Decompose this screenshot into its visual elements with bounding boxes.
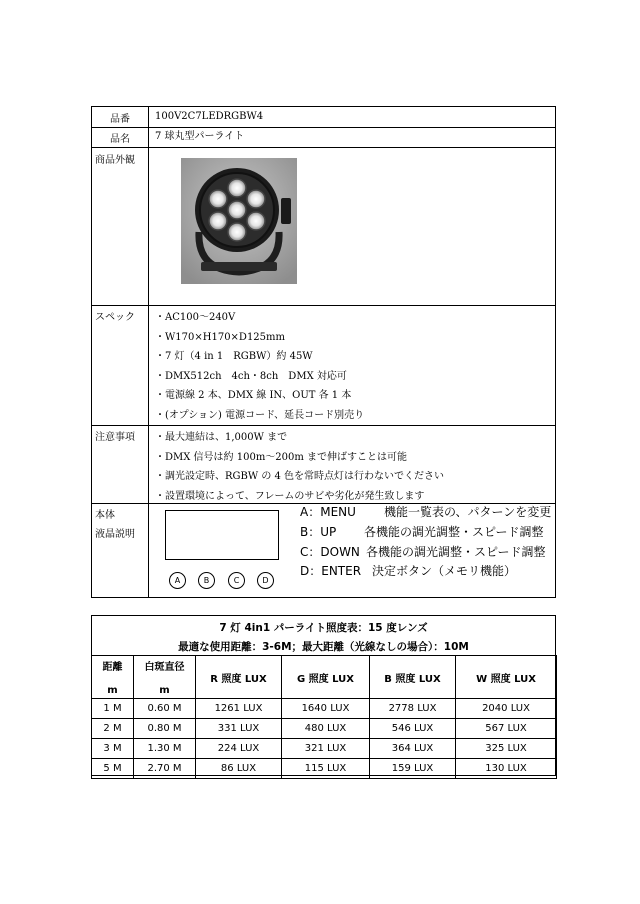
- cell-diameter: 1.30 M: [134, 739, 196, 759]
- cell-r-lux: 224 LUX: [196, 739, 282, 759]
- par-light-image: [181, 158, 297, 284]
- cell-diameter: 2.70 M: [134, 759, 196, 779]
- cell-w-lux: 325 LUX: [456, 739, 557, 759]
- cell-g-lux: 321 LUX: [282, 739, 370, 759]
- table-row: [92, 759, 557, 779]
- lux-table-subtitle: 最適な使用距離：3-6M；最大距離（光線なしの場合）：10M: [178, 641, 469, 653]
- cell-distance: 1 M: [92, 699, 134, 719]
- key-line-b: [300, 523, 551, 543]
- key-d: D：ENTER: [300, 564, 362, 579]
- cell-g-lux: 115 LUX: [282, 759, 370, 779]
- cell-b-lux: 2778 LUX: [370, 699, 456, 719]
- spec-item: ・電源線 2 本、DMX 線 IN、OUT 各 1 本: [155, 390, 352, 402]
- note-item: ・最大連結は、1,000W まで: [155, 432, 288, 443]
- row-part-number: [92, 107, 555, 128]
- lcd-label-line1: 本体: [95, 510, 115, 521]
- part-number-label: 品番: [92, 107, 149, 127]
- button-c-icon: C: [228, 572, 245, 589]
- row-specs: [92, 305, 555, 426]
- header-g-lux: G 照度 LUX: [282, 656, 370, 699]
- cell-w-lux: 2040 LUX: [456, 699, 557, 719]
- note-item: ・調光設定時、RGBW の 4 色を常時点灯は行わないでください: [155, 471, 445, 483]
- spec-item: ・W170×H170×D125mm: [155, 331, 285, 343]
- lux-data-table: [91, 655, 557, 779]
- row-appearance: [92, 148, 555, 306]
- spec-item: ・(オプション) 電源コード、延長コード別売り: [155, 409, 365, 421]
- lcd-label-line2: 液晶説明: [95, 529, 135, 540]
- key-b: B：UP: [300, 524, 337, 539]
- product-name-value: 7 球丸型パーライト: [155, 131, 245, 142]
- product-photo: [181, 158, 297, 284]
- button-b-icon: B: [198, 572, 215, 589]
- note-item: ・設置環境によって、フレームのサビや劣化が発生致します: [155, 490, 425, 502]
- row-lcd: [92, 503, 555, 597]
- key-line-c: [300, 543, 551, 563]
- key-a-desc: 機能一覧表の、パターンを変更: [384, 505, 552, 519]
- button-d-icon: D: [257, 572, 274, 589]
- cell-b-lux: 159 LUX: [370, 759, 456, 779]
- notes-list: [155, 428, 444, 506]
- cell-g-lux: 480 LUX: [282, 719, 370, 739]
- key-c: C：DOWN: [300, 544, 360, 559]
- cell-w-lux: 130 LUX: [456, 759, 557, 779]
- key-c-desc: 各機能の調光調整・スピード調整: [366, 544, 546, 559]
- key-a: A：MENU: [300, 505, 356, 519]
- header-b-lux: B 照度 LUX: [370, 656, 456, 699]
- notes-label: 注意事項: [95, 432, 135, 443]
- table-row: [92, 739, 557, 759]
- key-b-desc: 各機能の調光調整・スピード調整: [364, 524, 544, 539]
- cell-distance: 3 M: [92, 739, 134, 759]
- cell-r-lux: 86 LUX: [196, 759, 282, 779]
- lux-table-title: 7 灯 4in1 パーライト照度表：15 度レンズ: [219, 622, 428, 634]
- lcd-screen: [165, 510, 279, 560]
- header-w-lux: W 照度 LUX: [456, 656, 557, 699]
- spec-table: [91, 106, 556, 598]
- key-descriptions: [300, 503, 551, 582]
- header-distance: 距離 m: [92, 656, 134, 699]
- cell-b-lux: 546 LUX: [370, 719, 456, 739]
- cell-diameter: 0.60 M: [134, 699, 196, 719]
- table-row: [92, 719, 557, 739]
- cell-r-lux: 1261 LUX: [196, 699, 282, 719]
- key-d-desc: 決定ボタン（メモリ機能）: [372, 564, 517, 579]
- cell-distance: 5 M: [92, 759, 134, 779]
- cell-g-lux: 1640 LUX: [282, 699, 370, 719]
- header-spot-diameter: 白斑直径 m: [134, 656, 196, 699]
- key-line-d: [300, 562, 551, 582]
- lux-header-row: [92, 656, 557, 699]
- appearance-label: 商品外観: [95, 155, 135, 166]
- cell-w-lux: 567 LUX: [456, 719, 557, 739]
- specs-label: スペック: [95, 312, 135, 323]
- cell-distance: 2 M: [92, 719, 134, 739]
- spec-item: ・DMX512ch 4ch・8ch DMX 対応可: [155, 370, 347, 382]
- spec-item: ・7 灯（4 in 1 RGBW）約 45W: [155, 351, 313, 363]
- product-name-label: 品名: [92, 127, 149, 147]
- note-item: ・DMX 信号は約 100m～200m まで伸ばすことは可能: [155, 451, 408, 463]
- row-notes: [92, 425, 555, 504]
- cell-r-lux: 331 LUX: [196, 719, 282, 739]
- lux-table: [91, 615, 556, 776]
- cell-diameter: 0.80 M: [134, 719, 196, 739]
- part-number-value: 100V2C7LEDRGBW4: [155, 111, 264, 122]
- table-row: [92, 699, 557, 719]
- button-a-icon: A: [169, 572, 186, 589]
- row-product-name: [92, 127, 555, 148]
- cell-b-lux: 364 LUX: [370, 739, 456, 759]
- specs-list: [155, 308, 364, 426]
- spec-item: ・AC100～240V: [155, 312, 236, 323]
- key-line-a: [300, 503, 551, 523]
- header-r-lux: R 照度 LUX: [196, 656, 282, 699]
